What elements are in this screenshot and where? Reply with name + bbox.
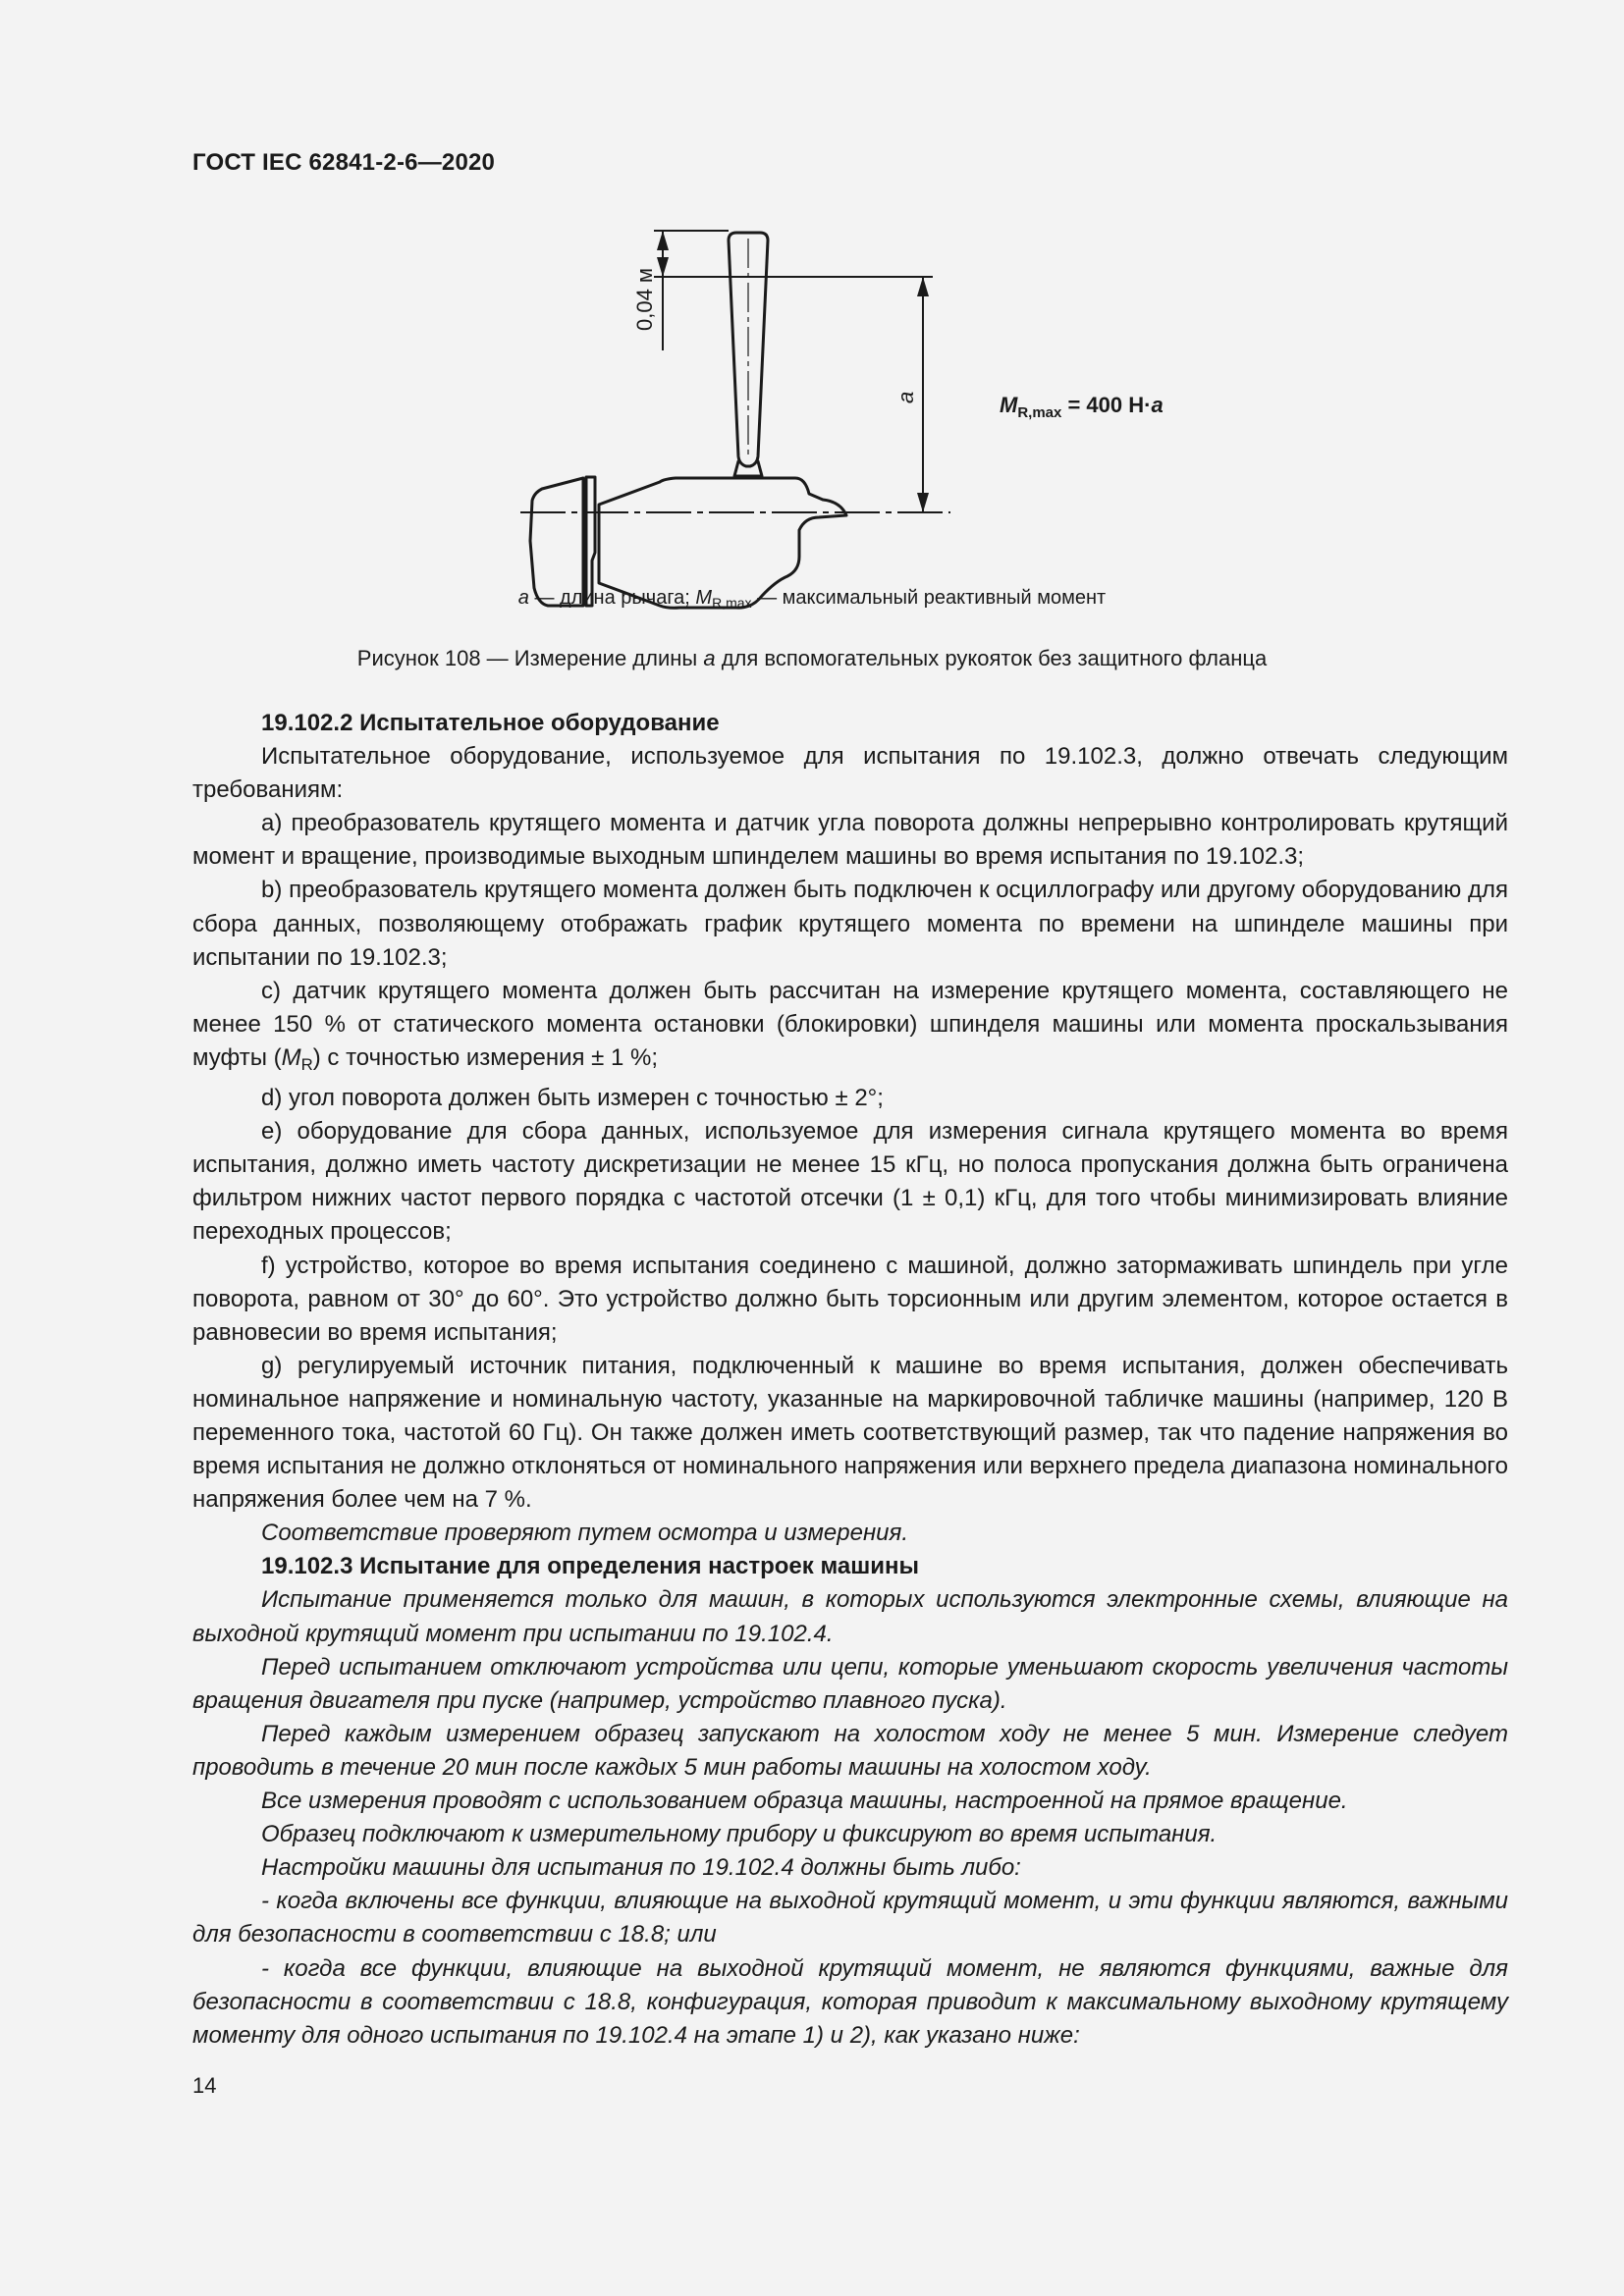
- figure-108: [0, 221, 1624, 623]
- section-heading-19-102-3: 19.102.3 Испытание для определения настроек машины: [261, 1553, 919, 1580]
- list-item-b: b) преобразователь крутящего момента должен быть подключен к осциллографу или другому оборудованию для сбора данных, позволяющему отображать график крутящего момента по времени на шпинделе машины при испытании по 19.102.3;: [192, 877, 1508, 971]
- dim-label-004m: 0,04 м: [632, 267, 657, 331]
- auxiliary-handle-drawing: [0, 221, 1624, 623]
- document-code-header: ГОСТ IEC 62841-2-6—2020: [192, 149, 496, 176]
- paragraph-5: Образец подключают к измерительному прибору и фиксируют во время испытания.: [261, 1821, 1218, 1848]
- body-text: [192, 707, 1508, 2053]
- page-number: 14: [192, 2073, 217, 2098]
- handle-neck-outline: [734, 461, 762, 476]
- paragraph-intro: Испытательное оборудование, используемое для испытания по 19.102.3, должно отвечать следующим требованиям:: [192, 743, 1508, 804]
- section-heading-19-102-2: 19.102.2 Испытательное оборудование: [261, 710, 720, 736]
- paragraph-7: - когда включены все функции, влияющие на выходной крутящий момент, и эти функции являются, важными для безопасности в соответствии с 18.8; или: [192, 1888, 1508, 1949]
- paragraph-2: Перед испытанием отключают устройства или цепи, которые уменьшают скорость увеличения частоты вращения двигателя при пуске (например, устройство плавного пуска).: [192, 1653, 1508, 1714]
- paragraph-4: Все измерения проводят с использованием образца машины, настроенной на прямое вращение.: [261, 1788, 1348, 1815]
- figure-caption: Рисунок 108 — Измерение длины а для вспомогательных рукояток без защитного фланца: [356, 646, 1268, 670]
- dim-label-a: а: [893, 391, 918, 403]
- list-item-d: d) угол поворота должен быть измерен с точностью ± 2°;: [261, 1085, 884, 1112]
- formula-mrmax: $M_{R,max} = 400$ Н·a: [1000, 393, 1164, 421]
- list-item-f: f) устройство, которое во время испытания соединено с машиной, должно затормаживать шпиндель при угле поворота, равном от 30° до 60°. Это устройство должно быть торсионным или другим элементом, которое остается в равновесии во время испытания;: [192, 1252, 1508, 1346]
- list-item-a: а) преобразователь крутящего момента и датчик угла поворота должны непрерывно контролировать крутящий момент и вращение, производимые выходным шпинделем машины во время испытания по 19.102.3;: [192, 810, 1508, 871]
- figure-legend: а — длина рычага; $M_{R,max}$ — максимальный реактивный момент: [517, 587, 1107, 612]
- list-item-c: c) датчик крутящего момента должен быть рассчитан на измерение крутящего момента, составляющего не менее 150 % от статического момента остановки (блокировки) шпинделя машины или момента проскальзывания муфты $(M_R)$ с точностью измерения ± 1 %;: [192, 977, 1508, 1074]
- list-item-e: e) оборудование для сбора данных, используемое для измерения сигнала крутящего момента во время испытания, должно иметь частоту дискретизации не менее 15 кГц, но полоса пропускания должна быть ограничена фильтром нижних частот первого порядка с частотой отсечки (1 ± 0,1) кГц, для того чтобы минимизировать влияние переходных процессов;: [192, 1118, 1508, 1246]
- paragraph-3: Перед каждым измерением образец запускают на холостом ходу не менее 5 мин. Измерение следует проводить в течение 20 мин после каждых 5 мин работы машины на холостом ходу.: [192, 1720, 1508, 1781]
- list-item-g: g) регулируемый источник питания, подключенный к машине во время испытания, должен обеспечивать номинальное напряжение и номинальную частоту, указанные на маркировочной табличке машины (например, 120 В переменного тока, частотой 60 Гц). Он также должен иметь соответствующий размер, так что падение напряжения во время испытания не должно отклоняться от номинального напряжения или верхнего предела диапазона номинального напряжения более чем на 7 %.: [192, 1352, 1508, 1514]
- compliance-note: Соответствие проверяют путем осмотра и измерения.: [261, 1520, 908, 1547]
- paragraph-1: Испытание применяется только для машин, в которых используются электронные схемы, влияющие на выходной крутящий момент при испытании по 19.102.4.: [192, 1586, 1508, 1647]
- paragraph-8: - когда все функции, влияющие на выходной крутящий момент, не являются функциями, важные для безопасности в соответствии с 18.8, конфигурация, которая приводит к максимальному выходному крутящему моменту для одного испытания по 19.102.4 на этапе 1) и 2), как указано ниже:: [192, 1954, 1508, 2049]
- paragraph-6: Настройки машины для испытания по 19.102.4 должны быть либо:: [261, 1854, 1021, 1882]
